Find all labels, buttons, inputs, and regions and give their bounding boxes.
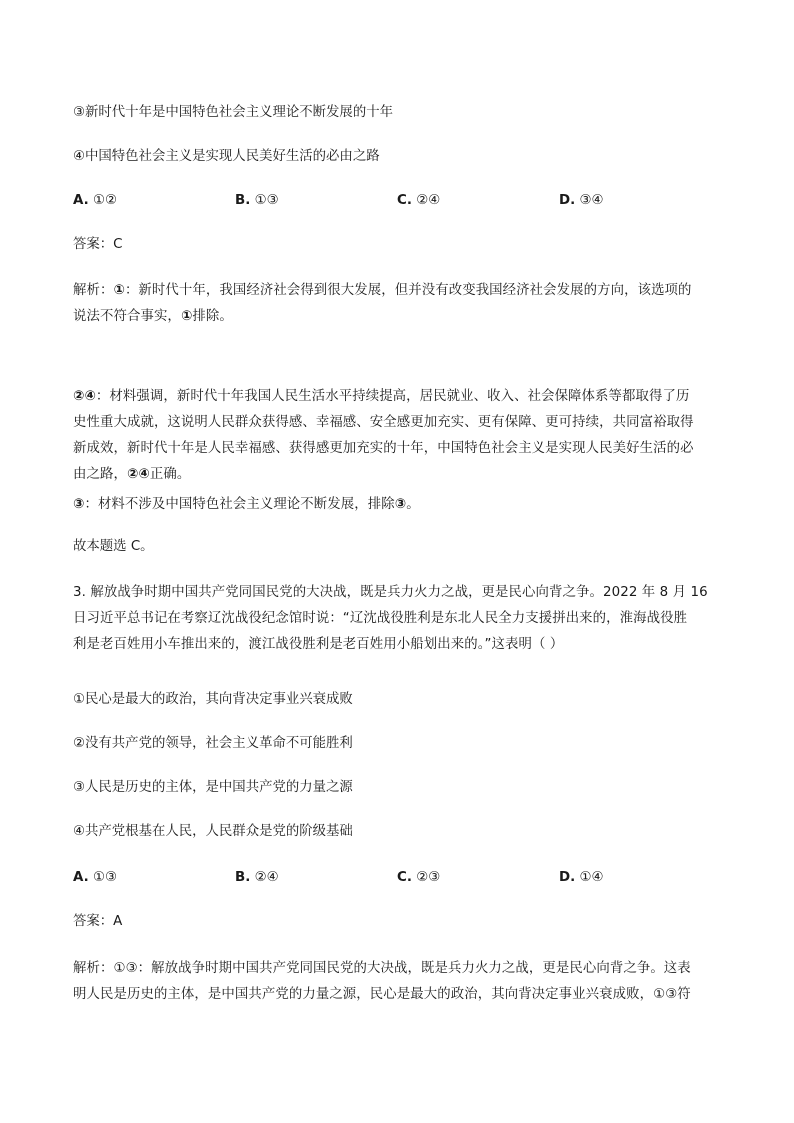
choice-text: ①② — [92, 193, 117, 208]
analysis-text: 新成效，新时代十年是人民幸福感、获得感更加充实的十年，中国特色社会主义是实现人民美好生活的必 — [73, 441, 694, 456]
analysis-text: 解析：①③：解放战争时期中国共产党同国民党的大决战，既是兵力火力之战，更是民心向背之争。这表 — [73, 961, 691, 976]
q3-choice-d — [559, 867, 603, 889]
analysis-text: 史性重大成就，这说明人民群众获得感、幸福感、安全感更加充实、更有保障、更可持续，共同富裕取得 — [73, 415, 694, 430]
choice-text: ①④ — [579, 870, 604, 885]
choice-letter: D. — [559, 870, 576, 885]
q3-choices — [73, 867, 733, 889]
choice-text: ①③ — [254, 193, 279, 208]
q3-answer: 答案：A — [73, 914, 123, 929]
q3-option-1: ①民心是最大的政治，其向背决定事业兴衰成败 — [73, 692, 353, 707]
q2-choices — [73, 190, 733, 212]
choice-letter: B. — [235, 870, 251, 885]
q2-choice-c — [397, 190, 440, 212]
choice-letter: C. — [397, 193, 412, 208]
choice-text: ①③ — [92, 870, 117, 885]
choice-letter: A. — [73, 870, 89, 885]
choice-letter: A. — [73, 193, 89, 208]
q2-choice-a — [73, 190, 117, 212]
q2-analysis-1 — [73, 278, 725, 330]
circled-number: ① — [180, 309, 193, 324]
analysis-text: ：材料强调，新时代十年我国人民生活水平持续提高，居民就业、收入、社会保障体系等都取得了历 — [95, 389, 690, 404]
q2-analysis-3 — [73, 492, 725, 518]
stem-text: 利是老百姓用小车推出来的，渡江战役胜利是老百姓用小船划出来的。”这表明（ ） — [73, 637, 564, 652]
q2-option-4: ④中国特色社会主义是实现人民美好生活的必由之路 — [73, 149, 380, 164]
analysis-text: 正确。 — [149, 467, 191, 482]
q2-analysis-2 — [73, 384, 725, 488]
q3-option-4: ④共产党根基在人民，人民群众是党的阶级基础 — [73, 824, 353, 839]
q2-answer: 答案：C — [73, 237, 123, 252]
circled-number: ②④ — [126, 467, 150, 482]
choice-letter: C. — [397, 870, 412, 885]
analysis-text: 明人民是历史的主体，是中国共产党的力量之源，民心是最大的政治，其向背决定事业兴衰成败，①③符 — [73, 987, 691, 1002]
analysis-text: 排除。 — [192, 309, 233, 324]
choice-text: ②④ — [254, 870, 279, 885]
analysis-text: 说法不符合事实， — [73, 309, 181, 324]
analysis-label: 解析： — [73, 283, 114, 298]
analysis-text: 。 — [406, 497, 420, 512]
stem-text: 3. 解放战争时期中国共产党同国民党的大决战，既是兵力火力之战，更是民心向背之争。2022 年 8 月 16 — [73, 585, 708, 600]
analysis-text: ：材料不涉及中国特色社会主义理论不断发展，排除 — [84, 497, 395, 512]
choice-letter: B. — [235, 193, 251, 208]
stem-text: 日习近平总书记在考察辽沈战役纪念馆时说：“辽沈战役胜利是东北人民全力支援拼出来的，淮海战役胜 — [73, 611, 688, 626]
choice-letter: D. — [559, 193, 576, 208]
circled-number: ③ — [73, 497, 85, 512]
circled-number: ① — [113, 283, 125, 298]
q3-choice-c — [397, 867, 440, 889]
q3-stem — [73, 580, 725, 658]
q3-option-3: ③人民是历史的主体，是中国共产党的力量之源 — [73, 780, 353, 795]
q3-choice-b — [235, 867, 279, 889]
circled-number: ②④ — [73, 389, 96, 404]
analysis-text: 由之路， — [73, 467, 127, 482]
circled-number: ③ — [394, 497, 407, 512]
q3-choice-a — [73, 867, 117, 889]
q2-choice-d — [559, 190, 603, 212]
q3-analysis — [73, 956, 725, 1008]
q2-choice-b — [235, 190, 279, 212]
q3-option-2: ②没有共产党的领导，社会主义革命不可能胜利 — [73, 736, 353, 751]
q2-option-3: ③新时代十年是中国特色社会主义理论不断发展的十年 — [73, 105, 393, 120]
choice-text: ②④ — [416, 193, 441, 208]
analysis-text: ：新时代十年，我国经济社会得到很大发展，但并没有改变我国经济社会发展的方向，该选项的 — [124, 283, 692, 298]
choice-text: ②③ — [416, 870, 441, 885]
q2-conclusion: 故本题选 C。 — [73, 539, 154, 554]
choice-text: ③④ — [579, 193, 604, 208]
